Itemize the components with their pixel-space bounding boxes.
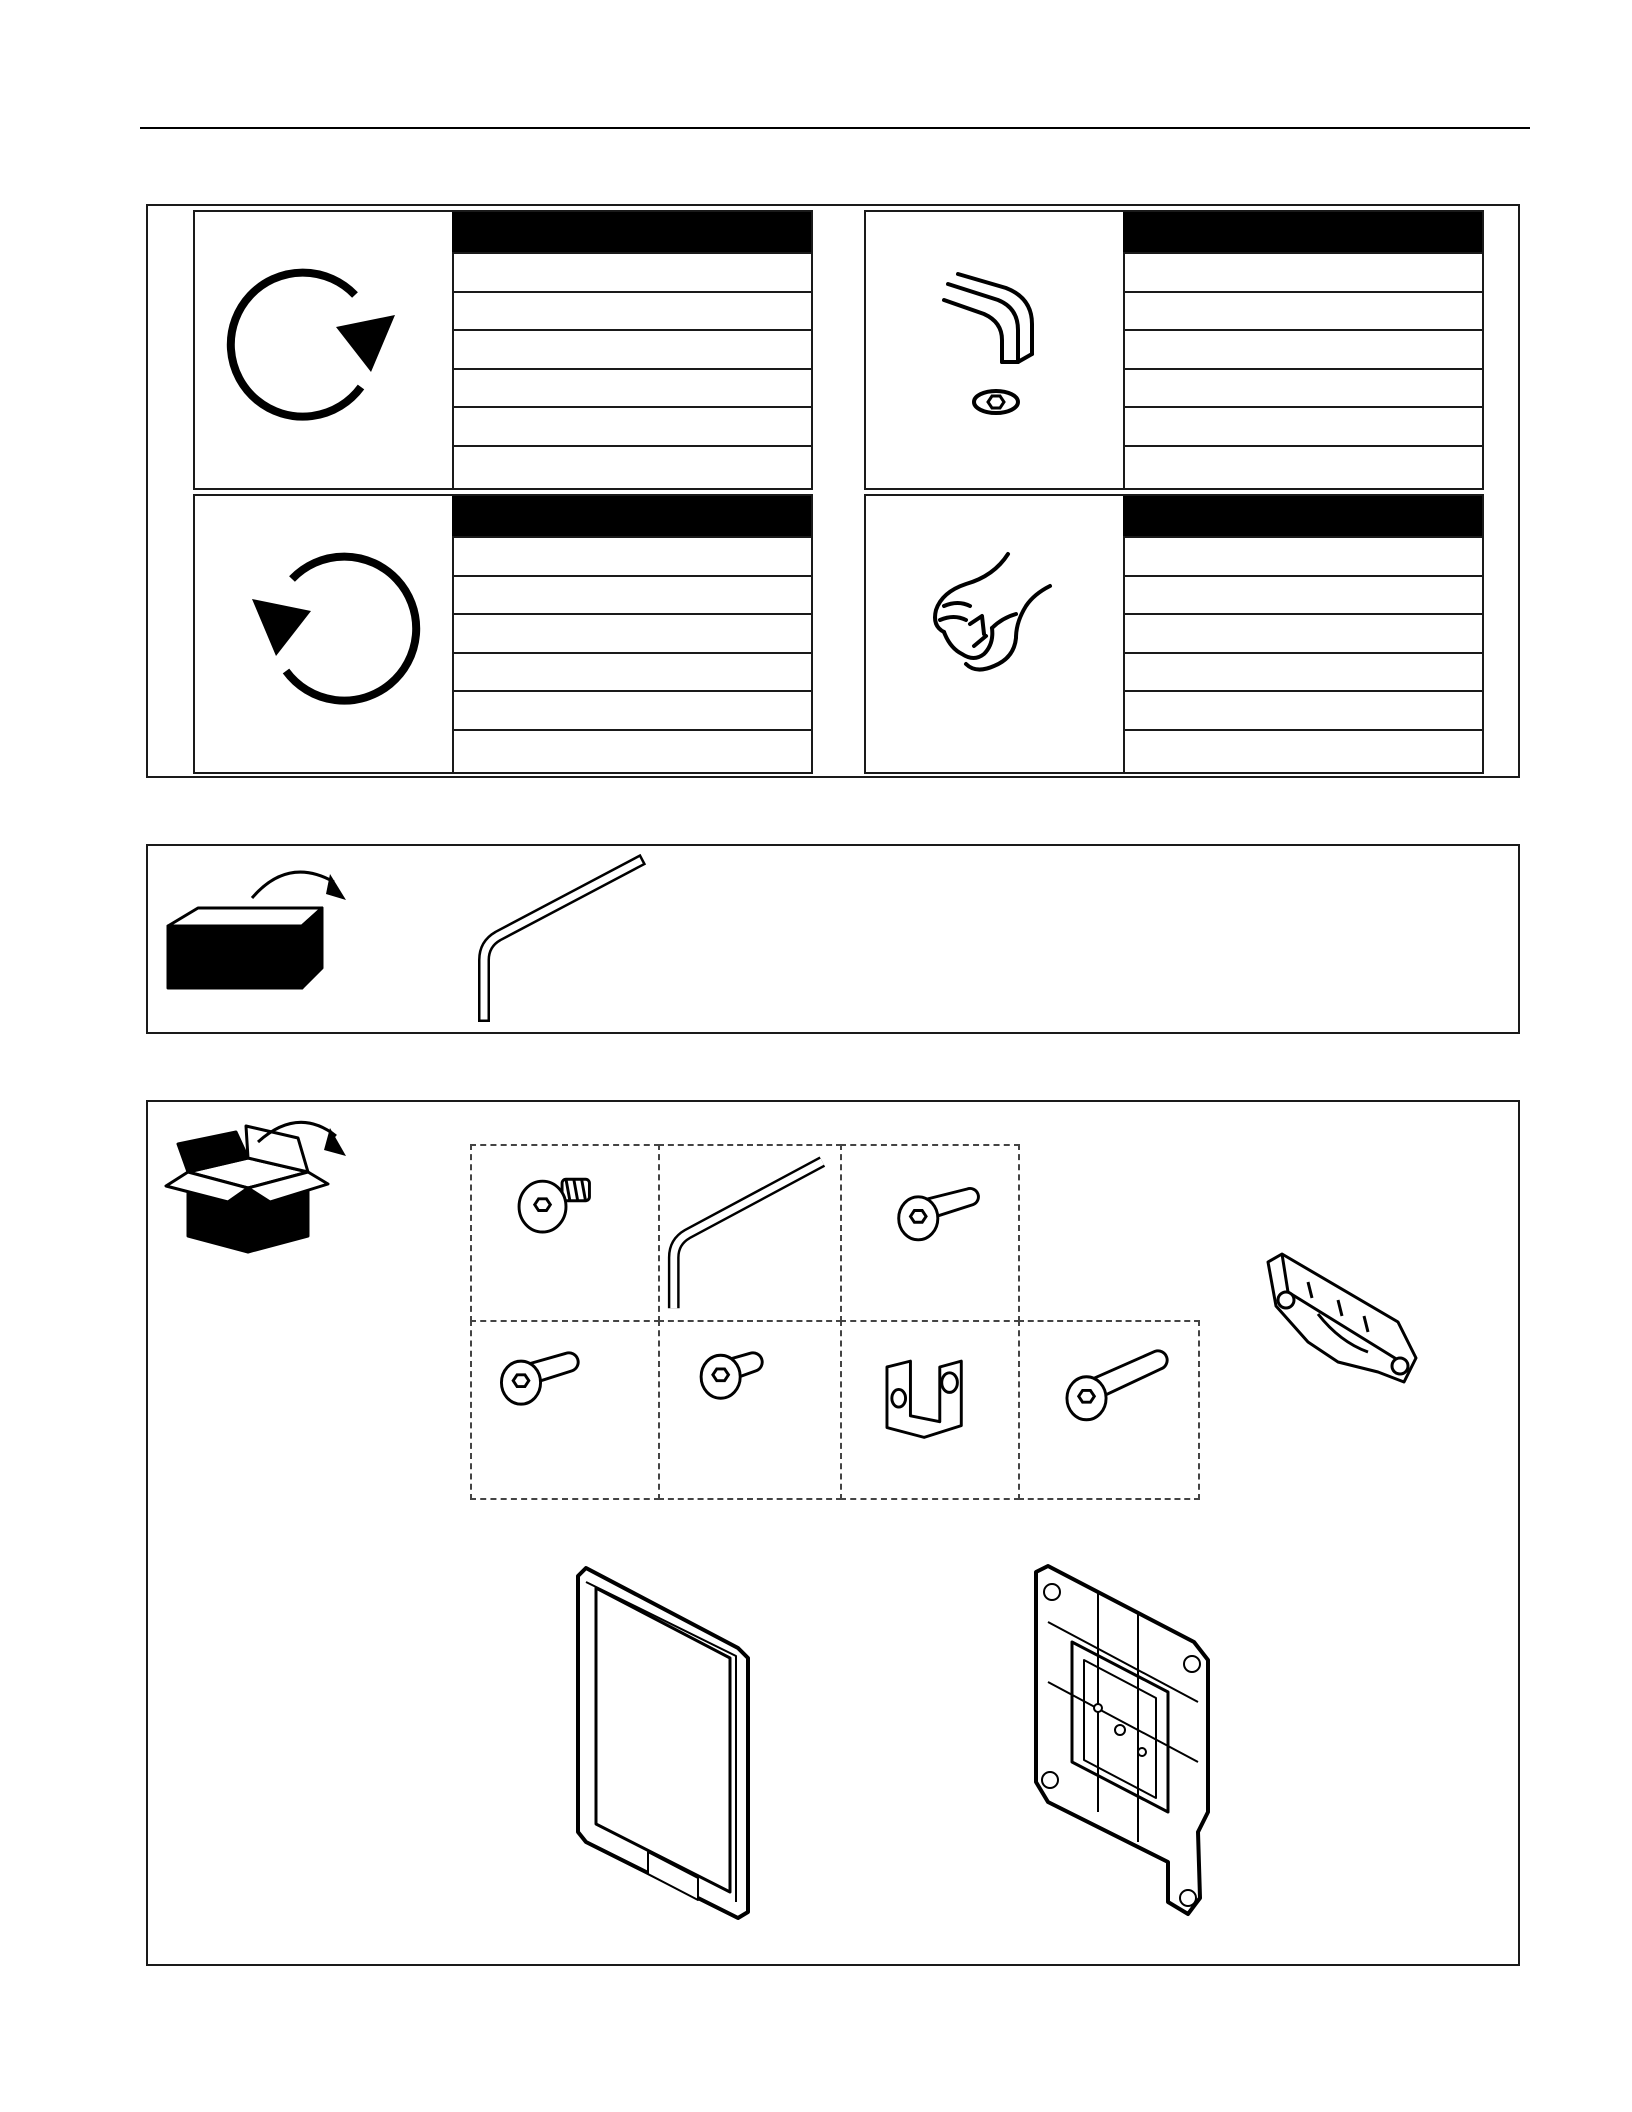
legend-table-row bbox=[1123, 329, 1482, 368]
legend-panel-hand-tighten bbox=[864, 494, 1484, 774]
legend-table-row bbox=[1123, 652, 1482, 691]
legend-table-row bbox=[452, 536, 811, 575]
legend-table-row bbox=[1123, 445, 1482, 484]
clip-bracket-icon bbox=[1248, 1242, 1438, 1412]
legend-table-row bbox=[452, 368, 811, 407]
legend-table-row bbox=[452, 729, 811, 768]
legend-table bbox=[452, 496, 811, 772]
toolbox-icon bbox=[158, 856, 358, 1006]
legend-table-row bbox=[1123, 252, 1482, 291]
hardware-cell-long-screw bbox=[1018, 1320, 1200, 1500]
legend-table-header bbox=[452, 496, 811, 536]
legend-table-row bbox=[452, 406, 811, 445]
legend-table-row bbox=[1123, 406, 1482, 445]
button-head-screw-icon bbox=[472, 1322, 658, 1498]
counterclockwise-rotation-icon bbox=[195, 496, 454, 772]
hardware-cell-button-head-screw bbox=[840, 1144, 1020, 1322]
clockwise-rotation-icon bbox=[195, 212, 454, 488]
legend-table-row bbox=[1123, 575, 1482, 614]
hardware-cell-hex-key bbox=[658, 1144, 842, 1322]
legend-table-row bbox=[1123, 613, 1482, 652]
legend-panel-clockwise bbox=[193, 210, 813, 490]
legend-table bbox=[1123, 496, 1482, 772]
legend-table-row bbox=[452, 575, 811, 614]
legend-table-row bbox=[1123, 368, 1482, 407]
hex-key-icon bbox=[468, 856, 668, 1026]
legend-table bbox=[1123, 212, 1482, 488]
hand-tighten-icon bbox=[866, 496, 1125, 772]
legend-table-header bbox=[1123, 212, 1482, 252]
legend-panel-counterclockwise bbox=[193, 494, 813, 774]
legend-table-row bbox=[1123, 536, 1482, 575]
tools-required-section bbox=[146, 844, 1520, 1034]
front-bezel-frame-icon bbox=[568, 1562, 758, 1922]
legend-table-row bbox=[452, 445, 811, 484]
hex-key-icon bbox=[660, 1146, 840, 1320]
shoulder-screw-icon bbox=[472, 1146, 658, 1320]
legend-table-row bbox=[452, 252, 811, 291]
hex-key-screw-icon bbox=[866, 212, 1125, 488]
header-rule bbox=[140, 127, 1530, 129]
hardware-cell-u-bracket bbox=[840, 1320, 1020, 1500]
legend-section bbox=[146, 204, 1520, 778]
u-bracket-icon bbox=[842, 1322, 1018, 1498]
legend-table-row bbox=[452, 613, 811, 652]
button-head-screw-icon bbox=[842, 1146, 1018, 1320]
legend-table bbox=[452, 212, 811, 488]
legend-table-row bbox=[452, 329, 811, 368]
hardware-cell-short-screw bbox=[658, 1320, 842, 1500]
parts-supplied-section bbox=[146, 1100, 1520, 1966]
hardware-cell-button-head-screw-2 bbox=[470, 1320, 660, 1500]
open-box-icon bbox=[158, 1112, 358, 1262]
legend-table-row bbox=[452, 291, 811, 330]
legend-table-row bbox=[1123, 729, 1482, 768]
legend-table-row bbox=[452, 690, 811, 729]
legend-panel-hex-key bbox=[864, 210, 1484, 490]
legend-table-header bbox=[452, 212, 811, 252]
short-button-head-screw-icon bbox=[660, 1322, 840, 1498]
rear-mounting-plate-icon bbox=[1028, 1562, 1228, 1922]
legend-table-header bbox=[1123, 496, 1482, 536]
long-button-head-screw-icon bbox=[1020, 1322, 1198, 1498]
legend-table-row bbox=[1123, 291, 1482, 330]
hardware-cell-shoulder-screw bbox=[470, 1144, 660, 1322]
legend-table-row bbox=[452, 652, 811, 691]
legend-table-row bbox=[1123, 690, 1482, 729]
